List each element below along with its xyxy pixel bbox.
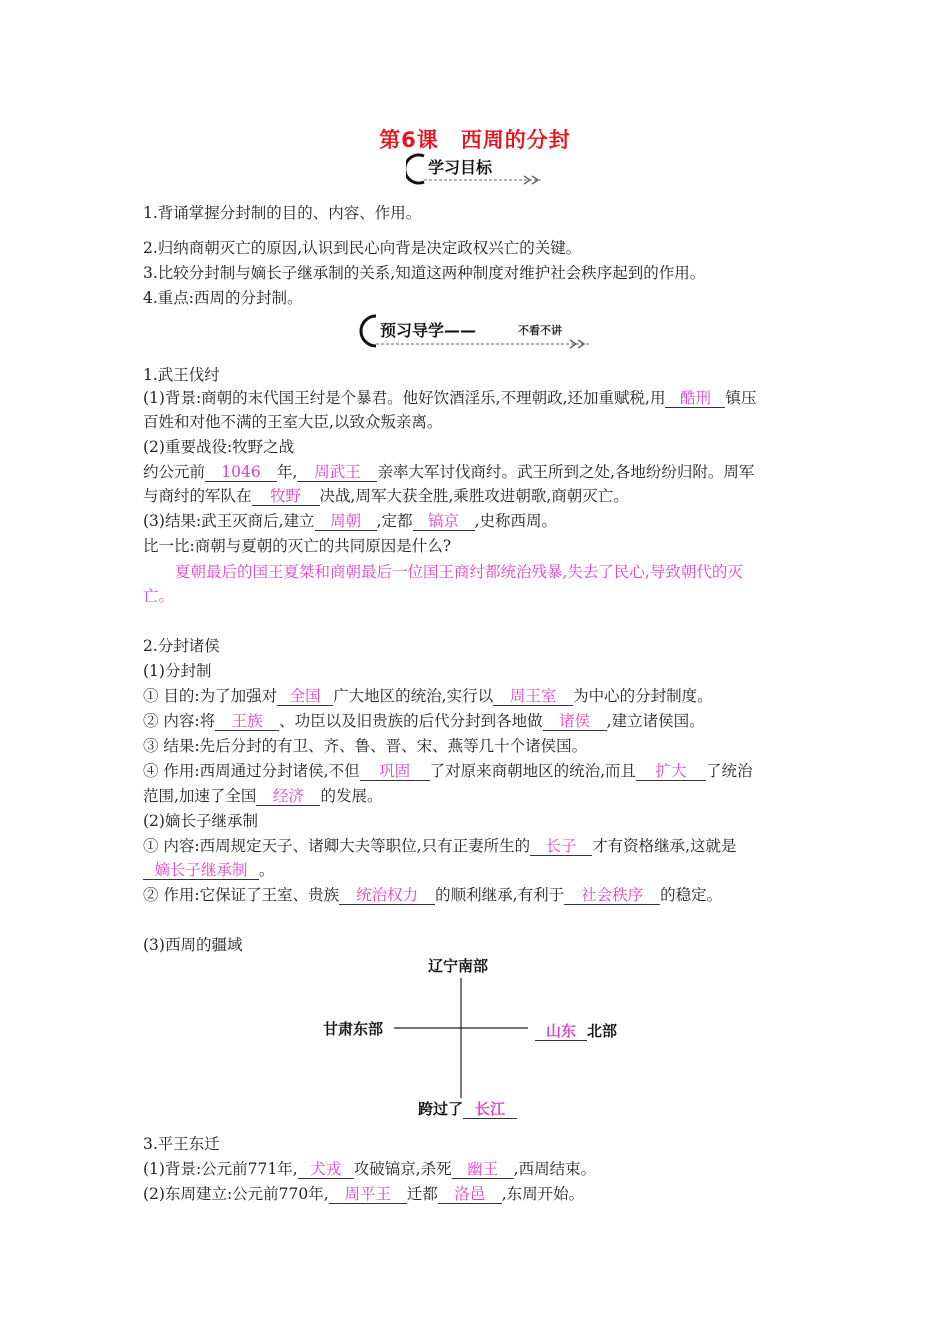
answer-text: 亡。 — [143, 587, 175, 605]
answer-blank: 全国 — [277, 687, 333, 706]
answer-blank: 统治权力 — [339, 886, 435, 905]
text-line: ② 内容:将 王族 、功臣以及旧贵族的后代分封到各地做 诸侯 ,建立诸侯国。 — [143, 712, 705, 730]
goal-item: 2.归纳商朝灭亡的原因,认识到民心向背是决定政权兴亡的关键。 — [143, 239, 582, 257]
text-line: 百姓和对他不满的王室大臣,以致众叛亲离。 — [143, 413, 443, 431]
text-line: ① 目的:为了加强对 全国 广大地区的统治,实行以 周王室 为中心的分封制度。 — [143, 687, 713, 705]
answer-blank: 牧野 — [252, 487, 320, 506]
goals-banner-label: 学习目标 — [428, 158, 493, 177]
preview-banner-sub: 不看不讲 — [518, 324, 562, 337]
answer-blank: 经济 — [256, 787, 320, 806]
text-line: 嫡长子继承制 。 — [143, 859, 275, 881]
answer-blank: 山东 — [535, 1022, 587, 1041]
answer-blank: 诸侯 — [543, 712, 607, 731]
section-heading: 2.分封诸侯 — [143, 637, 220, 655]
sub-heading: (2)嫡长子继承制 — [143, 812, 258, 830]
answer-blank: 王族 — [215, 712, 279, 731]
text-line: 与商纣的军队在 牧野 决战,周军大获全胜,乘胜攻进朝歌,商朝灭亡。 — [143, 487, 629, 505]
answer-blank: 周王室 — [493, 687, 573, 706]
text-line: (1)背景:商朝的末代国王纣是个暴君。他好饮酒淫乐,不理朝政,还加重赋税,用 酷刑 镇压 — [143, 389, 757, 407]
answer-blank: 周朝 — [315, 512, 377, 531]
section-heading: 3.平王东迁 — [143, 1135, 220, 1153]
section-heading: 1.武王伐纣 — [143, 366, 220, 384]
diagram-west: 甘肃东部 — [323, 1020, 384, 1038]
answer-blank: 嫡长子继承制 — [143, 861, 259, 880]
answer-blank: 长子 — [530, 837, 592, 856]
preview-banner — [358, 312, 598, 350]
answer-text: 夏朝最后的国王夏桀和商朝最后一位国王商纣都统治残暴,失去了民心,导致朝代的灭 — [175, 563, 743, 581]
text-line: (1)背景:公元前771年, 犬戎 攻破镐京,杀死 幽王 ,西周结束。 — [143, 1160, 597, 1178]
answer-blank: 巩固 — [360, 762, 430, 781]
text-line: 范围,加速了全国 经济 的发展。 — [143, 787, 383, 805]
answer-blank: 1046 — [205, 463, 277, 482]
text-line: ② 作用:它保证了王室、贵族 统治权力 的顺利继承,有利于 社会秩序 的稳定。 — [143, 886, 723, 904]
diagram-south: 跨过了 长江 — [418, 1098, 517, 1119]
answer-blank: 镐京 — [413, 512, 475, 531]
text-line: ③ 结果:先后分封的有卫、齐、鲁、晋、宋、燕等几十个诸侯国。 — [143, 737, 588, 755]
sub-heading: (1)分封制 — [143, 662, 212, 680]
answer-blank: 长江 — [463, 1100, 517, 1119]
text-line: 约公元前 1046 年, 周武王 亲率大军讨伐商纣。武王所到之处,各地纷纷归附。周军 — [143, 463, 755, 481]
preview-banner-label: 预习导学—— — [380, 321, 477, 340]
answer-blank: 幽王 — [452, 1160, 514, 1179]
answer-blank: 周武王 — [297, 463, 377, 482]
diagram-east: 山东 北部 — [535, 1020, 617, 1041]
sub-heading: (3)西周的疆域 — [143, 936, 243, 954]
text-line: (3)结果:武王灭商后,建立 周朝 ,定都 镐京 ,史称西周。 — [143, 512, 557, 530]
answer-blank: 洛邑 — [438, 1185, 502, 1204]
text-line: (2)东周建立:公元前770年, 周平王 迁都 洛邑 ,东周开始。 — [143, 1185, 585, 1203]
answer-blank: 社会秩序 — [564, 886, 660, 905]
answer-blank: 犬戎 — [298, 1160, 354, 1179]
text-line: 比一比:商朝与夏朝的灭亡的共同原因是什么? — [143, 537, 452, 555]
goals-banner — [406, 152, 546, 186]
goal-item: 4.重点:西周的分封制。 — [143, 289, 303, 307]
answer-blank: 酷刑 — [665, 389, 725, 408]
goal-item: 3.比较分封制与嫡长子继承制的关系,知道这两种制度对维护社会秩序起到的作用。 — [143, 264, 706, 282]
answer-blank: 扩大 — [636, 762, 706, 781]
text-line: (2)重要战役:牧野之战 — [143, 438, 295, 456]
text-line: ④ 作用:西周通过分封诸侯,不但 巩固 了对原来商朝地区的统治,而且 扩大 了统治 — [143, 762, 753, 780]
text-line: ① 内容:西周规定天子、诸卿大夫等职位,只有正妻所生的 长子 才有资格继承,这就是 — [143, 837, 737, 855]
page-title: 第6课 西周的分封 — [379, 128, 571, 152]
answer-blank: 周平王 — [329, 1185, 407, 1204]
diagram-north: 辽宁南部 — [428, 957, 489, 975]
goal-item: 1.背诵掌握分封制的目的、内容、作用。 — [143, 204, 422, 222]
